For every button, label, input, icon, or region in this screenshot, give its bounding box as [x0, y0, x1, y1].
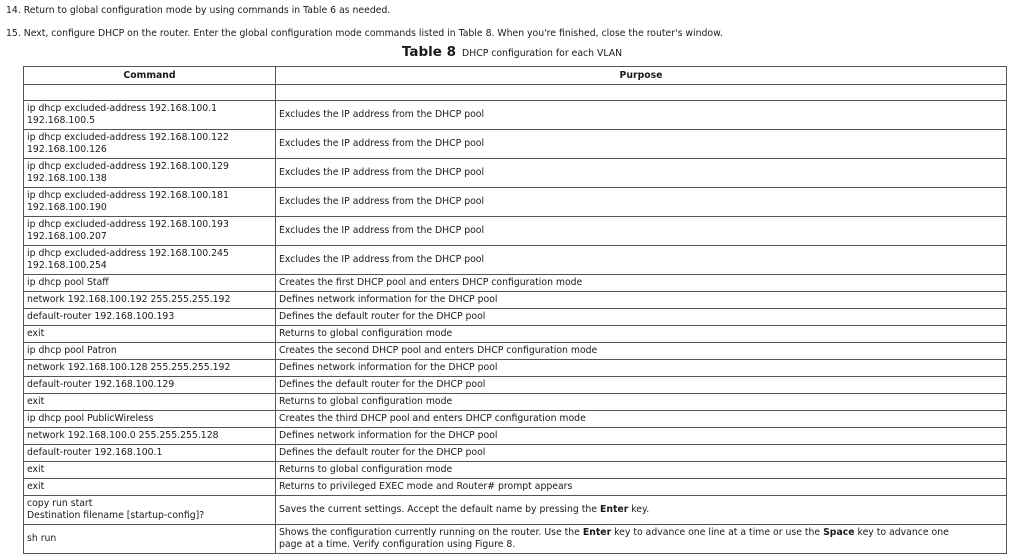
table-row — [24, 326, 1019, 343]
table-number: Table 8 — [401, 44, 457, 60]
purpose-cell: Defines network information for the DHCP pool — [276, 428, 1007, 445]
command-cell: default-router 192.168.100.1 — [24, 445, 276, 462]
purpose-cell: Excludes the IP address from the DHCP pool — [276, 217, 1007, 246]
purpose-cell: Creates the second DHCP pool and enters DHCP configuration mode — [276, 343, 1007, 360]
table-row — [24, 525, 1019, 554]
blank-cell — [24, 85, 276, 101]
table-edge — [1007, 445, 1019, 462]
purpose-cell: Defines network information for the DHCP pool — [276, 360, 1007, 377]
purpose-cell: Defines the default router for the DHCP pool — [276, 377, 1007, 394]
command-cell: exit — [24, 479, 276, 496]
command-cell: copy run start Destination filename [startup-config]? — [24, 496, 276, 525]
purpose-column-header: Purpose — [276, 67, 1007, 85]
table-row — [24, 292, 1019, 309]
table-edge — [1007, 377, 1019, 394]
table-edge — [1007, 275, 1019, 292]
command-cell: exit — [24, 326, 276, 343]
table-row — [24, 188, 1019, 217]
table-edge — [1007, 85, 1019, 101]
table-row — [24, 496, 1019, 525]
blank-cell — [276, 85, 1007, 101]
table-edge — [1007, 246, 1019, 275]
command-cell: exit — [24, 462, 276, 479]
purpose-cell: Excludes the IP address from the DHCP pool — [276, 159, 1007, 188]
command-cell: ip dhcp excluded-address 192.168.100.193 192.168.100.207 — [24, 217, 276, 246]
purpose-text: key to advance one page at a time. Verify configuration using Figure 8. — [279, 527, 949, 550]
step-15-text: 15. Next, configure DHCP on the router. Enter the global configuration mode commands listed in Table 8. When you're finished, close the router's window. — [6, 28, 723, 39]
purpose-text: Shows the configuration currently running on the router. Use the — [279, 527, 583, 538]
dhcp-config-table — [23, 66, 1019, 554]
table-edge — [1007, 217, 1019, 246]
purpose-cell: Excludes the IP address from the DHCP pool — [276, 130, 1007, 159]
table-edge — [1007, 428, 1019, 445]
table-row — [24, 343, 1019, 360]
command-cell: ip dhcp pool Patron — [24, 343, 276, 360]
table-edge — [1007, 292, 1019, 309]
table-edge — [1007, 411, 1019, 428]
command-cell: network 192.168.100.128 255.255.255.192 — [24, 360, 276, 377]
table-row — [24, 377, 1019, 394]
table-edge — [1007, 309, 1019, 326]
purpose-cell — [276, 525, 1007, 554]
command-cell: network 192.168.100.0 255.255.255.128 — [24, 428, 276, 445]
table-row — [24, 360, 1019, 377]
command-cell: exit — [24, 394, 276, 411]
table-caption — [0, 41, 1024, 60]
command-cell: default-router 192.168.100.129 — [24, 377, 276, 394]
purpose-cell — [276, 496, 1007, 525]
table-row — [24, 246, 1019, 275]
command-cell: sh run — [24, 525, 276, 554]
command-column-header: Command — [24, 67, 276, 85]
table-description: DHCP configuration for each VLAN — [462, 48, 623, 59]
purpose-cell: Returns to global configuration mode — [276, 462, 1007, 479]
command-cell: ip dhcp excluded-address 192.168.100.181 192.168.100.190 — [24, 188, 276, 217]
command-cell: ip dhcp excluded-address 192.168.100.245 192.168.100.254 — [24, 246, 276, 275]
table-edge — [1007, 525, 1019, 554]
table-edge — [1007, 394, 1019, 411]
purpose-text: key. — [628, 504, 650, 515]
purpose-cell: Excludes the IP address from the DHCP pool — [276, 188, 1007, 217]
table-row — [24, 394, 1019, 411]
purpose-cell: Returns to privileged EXEC mode and Router# prompt appears — [276, 479, 1007, 496]
purpose-cell: Returns to global configuration mode — [276, 326, 1007, 343]
table-header-row — [24, 67, 1019, 85]
table-edge — [1007, 496, 1019, 525]
command-cell: ip dhcp pool PublicWireless — [24, 411, 276, 428]
table-edge — [1007, 101, 1019, 130]
purpose-text: key to advance one line at a time or use the — [611, 527, 824, 538]
table-edge — [1007, 462, 1019, 479]
table-row — [24, 445, 1019, 462]
purpose-cell: Defines the default router for the DHCP pool — [276, 445, 1007, 462]
table-row — [24, 159, 1019, 188]
table-row — [24, 462, 1019, 479]
purpose-cell: Defines the default router for the DHCP pool — [276, 309, 1007, 326]
table-edge — [1007, 130, 1019, 159]
key-name: Enter — [582, 527, 612, 538]
table-edge — [1007, 67, 1019, 85]
purpose-cell: Excludes the IP address from the DHCP pool — [276, 246, 1007, 275]
command-cell: ip dhcp excluded-address 192.168.100.1 192.168.100.5 — [24, 101, 276, 130]
table-row — [24, 411, 1019, 428]
table-row — [24, 130, 1019, 159]
command-cell: network 192.168.100.192 255.255.255.192 — [24, 292, 276, 309]
table-edge — [1007, 159, 1019, 188]
table-edge — [1007, 343, 1019, 360]
table-row — [24, 217, 1019, 246]
step-14-text: 14. Return to global configuration mode by using commands in Table 6 as needed. — [6, 5, 391, 16]
blank-row — [24, 85, 1019, 101]
table-row — [24, 428, 1019, 445]
command-cell: ip dhcp excluded-address 192.168.100.122 192.168.100.126 — [24, 130, 276, 159]
purpose-text: Saves the current settings. Accept the default name by pressing the — [279, 504, 600, 515]
table-edge — [1007, 479, 1019, 496]
table-edge — [1007, 326, 1019, 343]
command-cell: ip dhcp excluded-address 192.168.100.129 192.168.100.138 — [24, 159, 276, 188]
table-row — [24, 275, 1019, 292]
key-name: Space — [823, 527, 855, 538]
purpose-cell: Defines network information for the DHCP pool — [276, 292, 1007, 309]
command-cell: ip dhcp pool Staff — [24, 275, 276, 292]
table-row — [24, 101, 1019, 130]
purpose-cell: Excludes the IP address from the DHCP pool — [276, 101, 1007, 130]
table-row — [24, 309, 1019, 326]
purpose-cell: Creates the third DHCP pool and enters DHCP configuration mode — [276, 411, 1007, 428]
table-edge — [1007, 360, 1019, 377]
command-cell: default-router 192.168.100.193 — [24, 309, 276, 326]
table-row — [24, 479, 1019, 496]
key-name: Enter — [599, 504, 629, 515]
purpose-cell: Creates the first DHCP pool and enters DHCP configuration mode — [276, 275, 1007, 292]
table-edge — [1007, 188, 1019, 217]
purpose-cell: Returns to global configuration mode — [276, 394, 1007, 411]
